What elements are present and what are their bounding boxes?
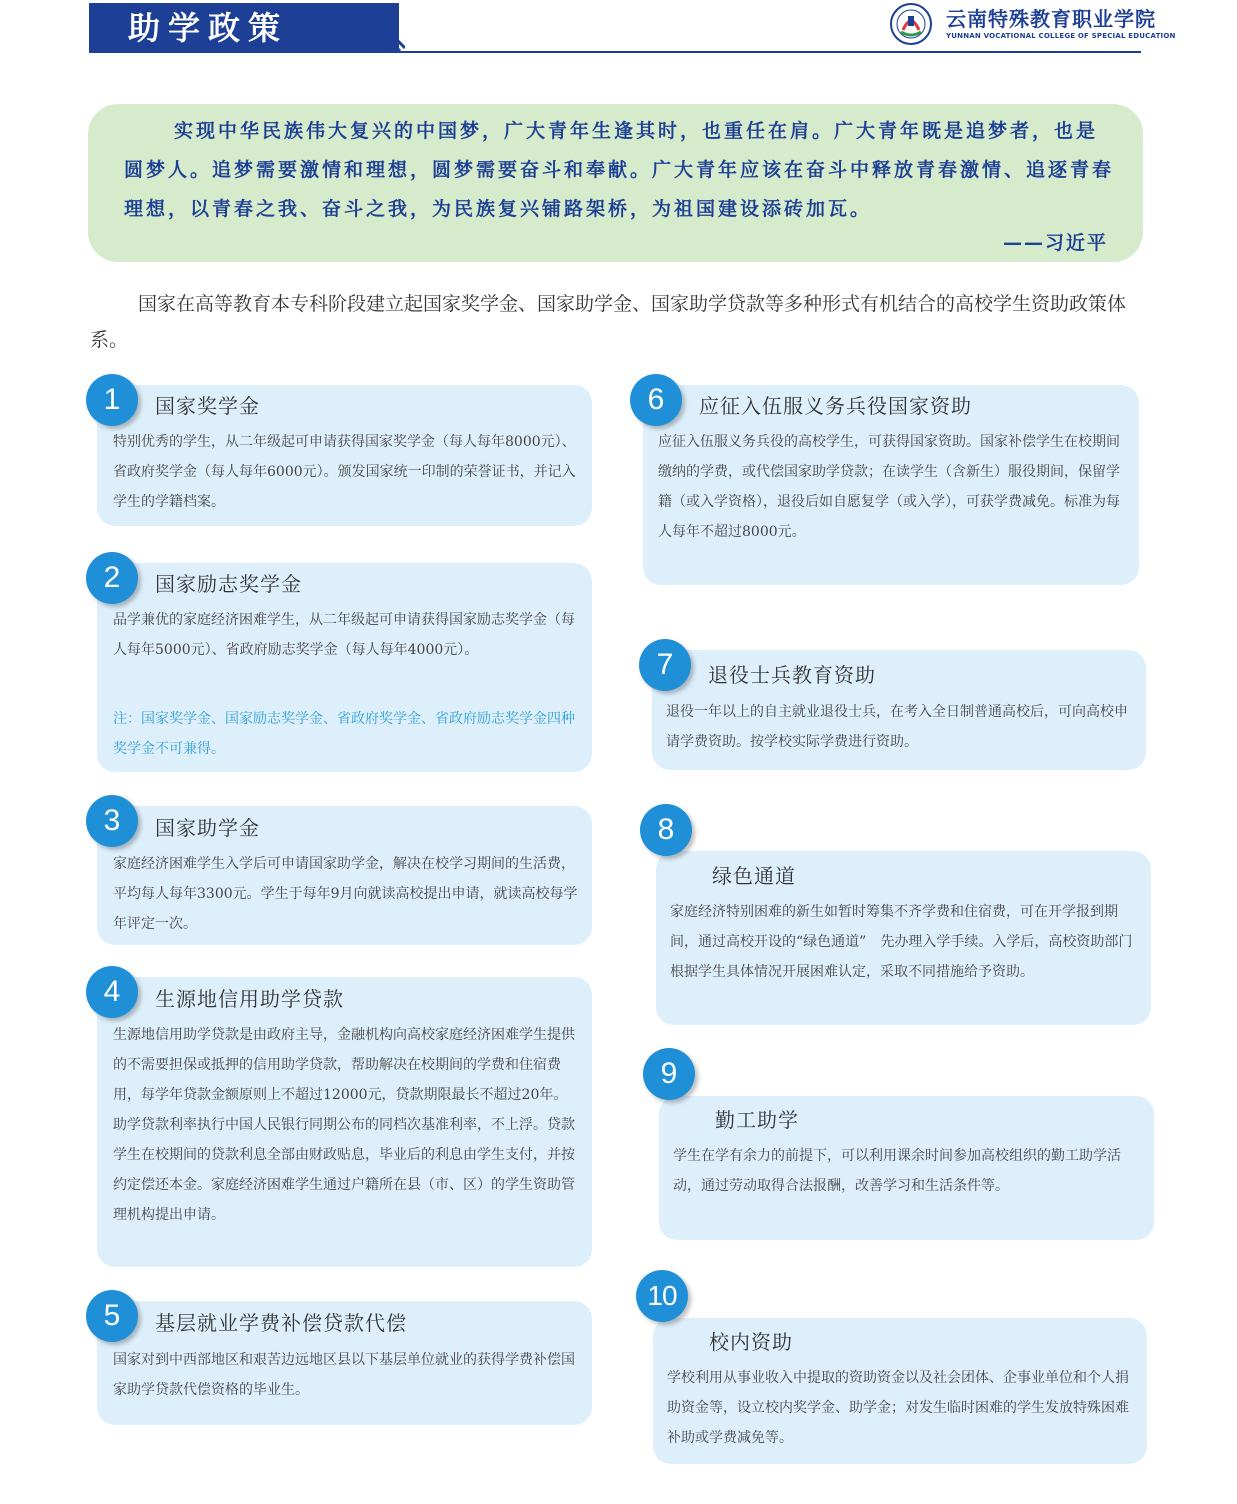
intro-paragraph: 国家在高等教育本专科阶段建立起国家奖学金、国家助学金、国家助学贷款等多种形式有机结合的高校学生资助政策体系。 [90,293,1127,351]
college-logo-icon [885,2,937,46]
header-rule [89,51,1141,53]
policy-title-6: 应征入伍服义务兵役国家资助 [699,394,972,418]
policy-title-7: 退役士兵教育资助 [708,663,876,687]
policy-note-2: 注：国家奖学金、国家励志奖学金、省政府奖学金、省政府励志奖学金四种奖学金不可兼得。 [113,711,575,757]
college-name-en: YUNNAN VOCATIONAL COLLEGE OF SPECIAL EDUCATION [946,32,1176,40]
policy-body-10: 学校利用从事业收入中提取的资助资金以及社会团体、企事业单位和个人捐助资金等，设立校内奖学金、助学金；对发生临时困难的学生发放特殊困难补助或学费减免等。 [667,1370,1129,1446]
policy-number-6: 6 [630,374,682,426]
policy-title-9: 勤工助学 [715,1108,799,1132]
college-name: 云南特殊教育职业学院 [946,7,1156,31]
policy-body-8: 家庭经济特别困难的新生如暂时筹集不齐学费和住宿费，可在开学报到期间，通过高校开设的“绿色通道” 先办理入学手续。入学后，高校资助部门根据学生具体情况开展困难认定，采取不同措施给予资助。 [670,904,1133,980]
policy-body-6: 应征入伍服义务兵役的高校学生，可获得国家资助。国家补偿学生在校期间缴纳的学费，或代偿国家助学贷款；在读学生（含新生）服役期间，保留学籍（或入学资格），退役后如自愿复学（或入学），可获学费减免。标准为每人每年不超过8000元。 [658,434,1120,540]
header-stripes-decoration [300,3,405,51]
policy-number-2: 2 [86,552,138,604]
page-title: 助学政策 [128,9,289,47]
policy-title-10: 校内资助 [709,1330,793,1354]
policy-number-5: 5 [86,1290,138,1342]
policy-number-7: 7 [639,639,691,691]
policy-body-9: 学生在学有余力的前提下，可以利用课余时间参加高校组织的勤工助学活动，通过劳动取得合法报酬，改善学习和生活条件等。 [673,1148,1121,1194]
policy-title-2: 国家励志奖学金 [155,572,302,596]
policy-body-7: 退役一年以上的自主就业退役士兵，在考入全日制普通高校后，可向高校申请学费资助。按学校实际学费进行资助。 [666,704,1128,750]
policy-body-2: 品学兼优的家庭经济困难学生，从二年级起可申请获得国家励志奖学金（每人每年5000元）、省政府励志奖学金（每人每年4000元）。 [113,612,575,658]
policy-body-5: 国家对到中西部地区和艰苦边远地区县以下基层单位就业的获得学费补偿国家助学贷款代偿资格的毕业生。 [113,1352,575,1398]
policy-title-8: 绿色通道 [712,864,796,888]
policy-number-8: 8 [640,804,692,856]
policy-body-3: 家庭经济困难学生入学后可申请国家助学金，解决在校学习期间的生活费，平均每人每年3300元。学生于每年9月向就读高校提出申请，就读高校每学年评定一次。 [113,856,578,932]
policy-title-4: 生源地信用助学贷款 [155,987,344,1011]
policy-title-3: 国家助学金 [155,816,260,840]
policy-body-1: 特别优秀的学生，从二年级起可申请获得国家奖学金（每人每年8000元）、省政府奖学金（每人每年6000元）。颁发国家统一印制的荣誉证书，并记入学生的学籍档案。 [113,434,576,510]
policy-number-9: 9 [643,1048,695,1100]
quote-author: ——习近平 [1002,232,1108,254]
policy-body-4: 生源地信用助学贷款是由政府主导，金融机构向高校家庭经济困难学生提供的不需要担保或抵押的信用助学贷款，帮助解决在校期间的学费和住宿费用，每学年贷款金额原则上不超过12000元，贷款期限最长不超过20年。助学贷款利率执行中国人民银行同期公布的同档次基准利率，不上浮。贷款学生在校期间的贷款利息全部由财政贴息，毕业后的利息由学生支付，并按约定偿还本金。家庭经济困难学生通过户籍所在县（市、区）的学生资助管理机构提出申请。 [113,1027,575,1223]
quote-text: 实现中华民族伟大复兴的中国梦，广大青年生逢其时，也重任在肩。广大青年既是追梦者，也是圆梦人。追梦需要激情和理想，圆梦需要奋斗和奉献。广大青年应该在奋斗中释放青春激情、追逐青春理想，以青春之我、奋斗之我，为民族复兴铺路架桥，为祖国建设添砖加瓦。 [124,120,1115,220]
policy-number-10: 10 [636,1270,688,1322]
policy-number-3: 3 [86,795,138,847]
policy-title-5: 基层就业学费补偿贷款代偿 [155,1311,407,1335]
policy-number-4: 4 [86,966,138,1018]
policy-number-1: 1 [86,374,138,426]
policy-title-1: 国家奖学金 [155,394,260,418]
